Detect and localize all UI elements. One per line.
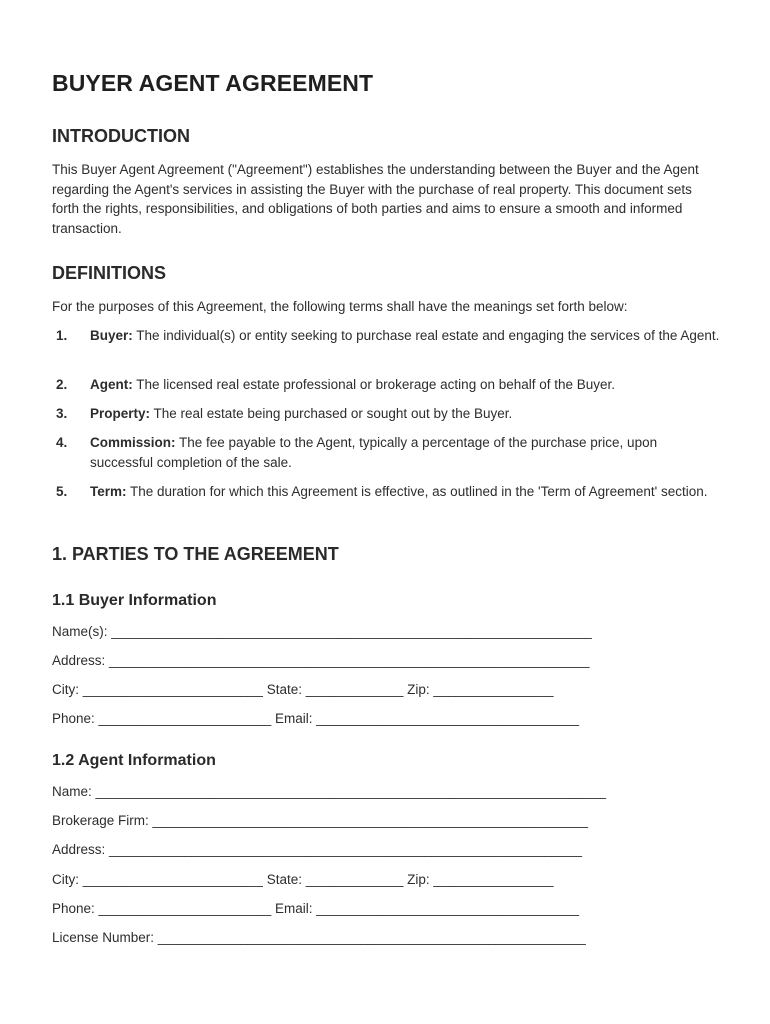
document-title: BUYER AGENT AGREEMENT [52, 70, 374, 96]
agent-address-field[interactable]: Address: _______________________________________________________________ [52, 842, 583, 857]
agent-name-field[interactable]: Name: ____________________________________________________________________ [52, 784, 607, 799]
definition-number: 1. [56, 328, 68, 343]
definition-item [52, 375, 722, 395]
buyer-city-state-zip-field[interactable]: City: ________________________ State: _____________ Zip: ________________ [52, 682, 554, 697]
agent-phone-email-field[interactable]: Phone: _______________________ Email: ___________________________________ [52, 901, 580, 916]
definition-item [52, 326, 722, 346]
definition-item [52, 433, 722, 472]
buyer-address-field[interactable]: Address: ________________________________________________________________ [52, 653, 590, 668]
definition-number: 3. [56, 406, 68, 421]
buyer-info-heading: 1.1 Buyer Information [52, 592, 217, 609]
definition-text: The fee payable to the Agent, typically a percentage of the purchase price, upon successful completion of the sale. [90, 435, 658, 470]
buyer-phone-email-field[interactable]: Phone: _______________________ Email: ___________________________________ [52, 711, 580, 726]
definition-text: The real estate being purchased or sought out by the Buyer. [150, 406, 513, 421]
definition-text: The licensed real estate professional or brokerage acting on behalf of the Buyer. [132, 377, 616, 392]
definition-number: 2. [56, 377, 68, 392]
definition-item [52, 404, 722, 424]
buyer-name-field[interactable]: Name(s): ________________________________________________________________ [52, 624, 592, 639]
definition-term: Term: [90, 484, 127, 499]
introduction-text: This Buyer Agent Agreement ("Agreement") establishes the understanding between the Buyer and the Agent regarding the Agent's services in assisting the Buyer with the purchase of real property. This document sets forth the rights, responsibilities, and obligations of both parties and aims to ensure a smooth and informed transaction. [52, 162, 699, 236]
definition-term: Buyer: [90, 328, 133, 343]
agent-info-heading: 1.2 Agent Information [52, 752, 216, 769]
agent-license-number-field[interactable]: License Number: _________________________________________________________ [52, 930, 586, 945]
definition-number: 4. [56, 435, 68, 450]
introduction-heading: INTRODUCTION [52, 126, 190, 146]
definition-term: Property: [90, 406, 151, 421]
definition-term: Agent: [90, 377, 133, 392]
definition-term: Commission: [90, 435, 176, 450]
definition-text: The individual(s) or entity seeking to purchase real estate and engaging the services of the Agent. [132, 328, 720, 343]
definition-text: The duration for which this Agreement is effective, as outlined in the 'Term of Agreement' section. [126, 484, 708, 499]
agent-brokerage-field[interactable]: Brokerage Firm: __________________________________________________________ [52, 813, 588, 828]
definitions-heading: DEFINITIONS [52, 263, 167, 283]
definition-item [52, 482, 722, 502]
definition-number: 5. [56, 484, 68, 499]
agent-city-state-zip-field[interactable]: City: ________________________ State: _____________ Zip: ________________ [52, 872, 554, 887]
definitions-lead: For the purposes of this Agreement, the following terms shall have the meanings set forth below: [52, 299, 628, 314]
parties-heading: 1. PARTIES TO THE AGREEMENT [52, 544, 339, 564]
